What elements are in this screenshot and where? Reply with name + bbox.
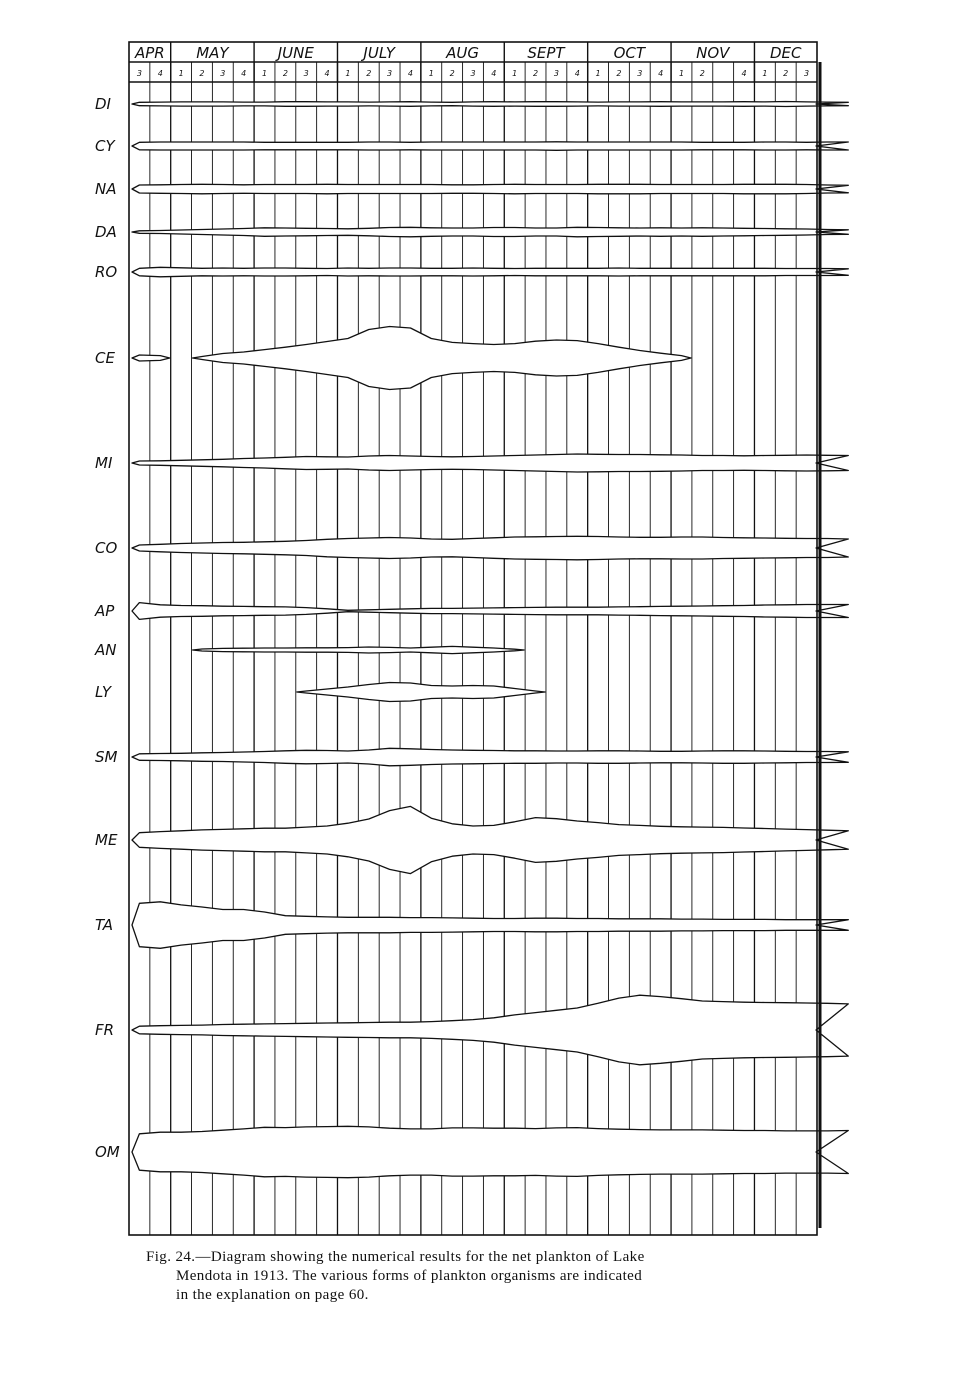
week-label: 4 (241, 69, 247, 78)
week-label: 2 (532, 69, 539, 78)
series-label-co: CO (95, 539, 118, 557)
month-label-aug: AUG (446, 44, 480, 62)
week-label: 1 (178, 69, 184, 78)
week-label: 3 (303, 69, 309, 78)
week-label: 4 (491, 69, 497, 78)
band-ly (297, 683, 545, 702)
month-label-oct: OCT (613, 44, 646, 62)
week-label: 4 (407, 69, 414, 78)
series-label-om: OM (95, 1143, 120, 1161)
series-labels (94, 95, 120, 1161)
band-mi (132, 454, 848, 472)
band-co (132, 536, 848, 560)
week-label: 4 (157, 69, 163, 78)
series-label-di: DI (95, 95, 111, 113)
week-label: 3 (136, 69, 142, 78)
series-label-cy: CY (95, 137, 115, 155)
band-ro (132, 267, 848, 277)
band-me (132, 806, 848, 873)
band-ta (132, 902, 848, 949)
caption-line-2: Mendota in 1913. The various forms of plankton organisms are indicated (176, 1268, 643, 1284)
week-label: 2 (282, 69, 288, 78)
week-label: 4 (741, 69, 747, 78)
month-label-sept: SEPT (527, 44, 565, 62)
week-label: 3 (553, 69, 559, 78)
band-da (132, 227, 848, 237)
series-bands (132, 102, 848, 1178)
week-label: 2 (449, 69, 455, 78)
series-label-da: DA (95, 223, 117, 241)
week-label: 3 (387, 69, 393, 78)
band-fr (132, 995, 848, 1065)
week-label: 4 (658, 69, 664, 78)
series-label-ta: TA (95, 916, 114, 934)
month-label-june: JUNE (277, 44, 314, 62)
week-label: 1 (762, 69, 768, 78)
caption-line-3: in the explanation on page 60. (176, 1287, 369, 1303)
month-label-nov: NOV (696, 44, 730, 62)
week-label: 4 (324, 69, 330, 78)
series-label-na: NA (95, 180, 117, 198)
month-label-apr: APR (134, 44, 165, 62)
week-label: 2 (616, 69, 622, 78)
band-cy (132, 142, 848, 151)
week-label: 3 (637, 69, 643, 78)
week-label: 3 (220, 69, 226, 78)
series-label-mi: MI (95, 454, 113, 472)
week-label: 2 (699, 69, 705, 78)
band-na (132, 184, 848, 194)
series-label-ro: RO (95, 263, 118, 281)
band-an (193, 646, 524, 653)
month-label-dec: DEC (769, 44, 802, 62)
series-label-fr: FR (95, 1021, 115, 1039)
week-label: 3 (470, 69, 476, 78)
caption-line-1: Fig. 24.—Diagram showing the numerical results for the net plankton of Lake (146, 1249, 645, 1265)
week-label: 3 (804, 69, 810, 78)
week-label: 1 (261, 69, 268, 78)
week-label: 2 (783, 69, 789, 78)
series-label-me: ME (95, 831, 118, 849)
week-label: 1 (512, 69, 518, 78)
band-om (132, 1126, 848, 1177)
band-ce-part-1 (132, 355, 170, 361)
week-label: 1 (595, 69, 601, 78)
month-label-july: JULY (363, 44, 395, 62)
figure-caption (146, 1248, 826, 1305)
week-label: 4 (574, 69, 580, 78)
week-label: 2 (366, 69, 372, 78)
series-label-an: AN (95, 641, 117, 659)
week-label: 2 (199, 69, 205, 78)
band-sm (132, 748, 848, 766)
band-di (132, 102, 848, 107)
week-label: 1 (345, 69, 351, 78)
series-label-ly: LY (95, 683, 112, 701)
month-label-may: MAY (196, 44, 229, 62)
week-label: 1 (678, 69, 685, 78)
series-label-sm: SM (95, 748, 118, 766)
band-ap (132, 603, 848, 620)
week-label: 1 (428, 69, 434, 78)
series-label-ap: AP (95, 602, 115, 620)
series-label-ce: CE (95, 349, 115, 367)
